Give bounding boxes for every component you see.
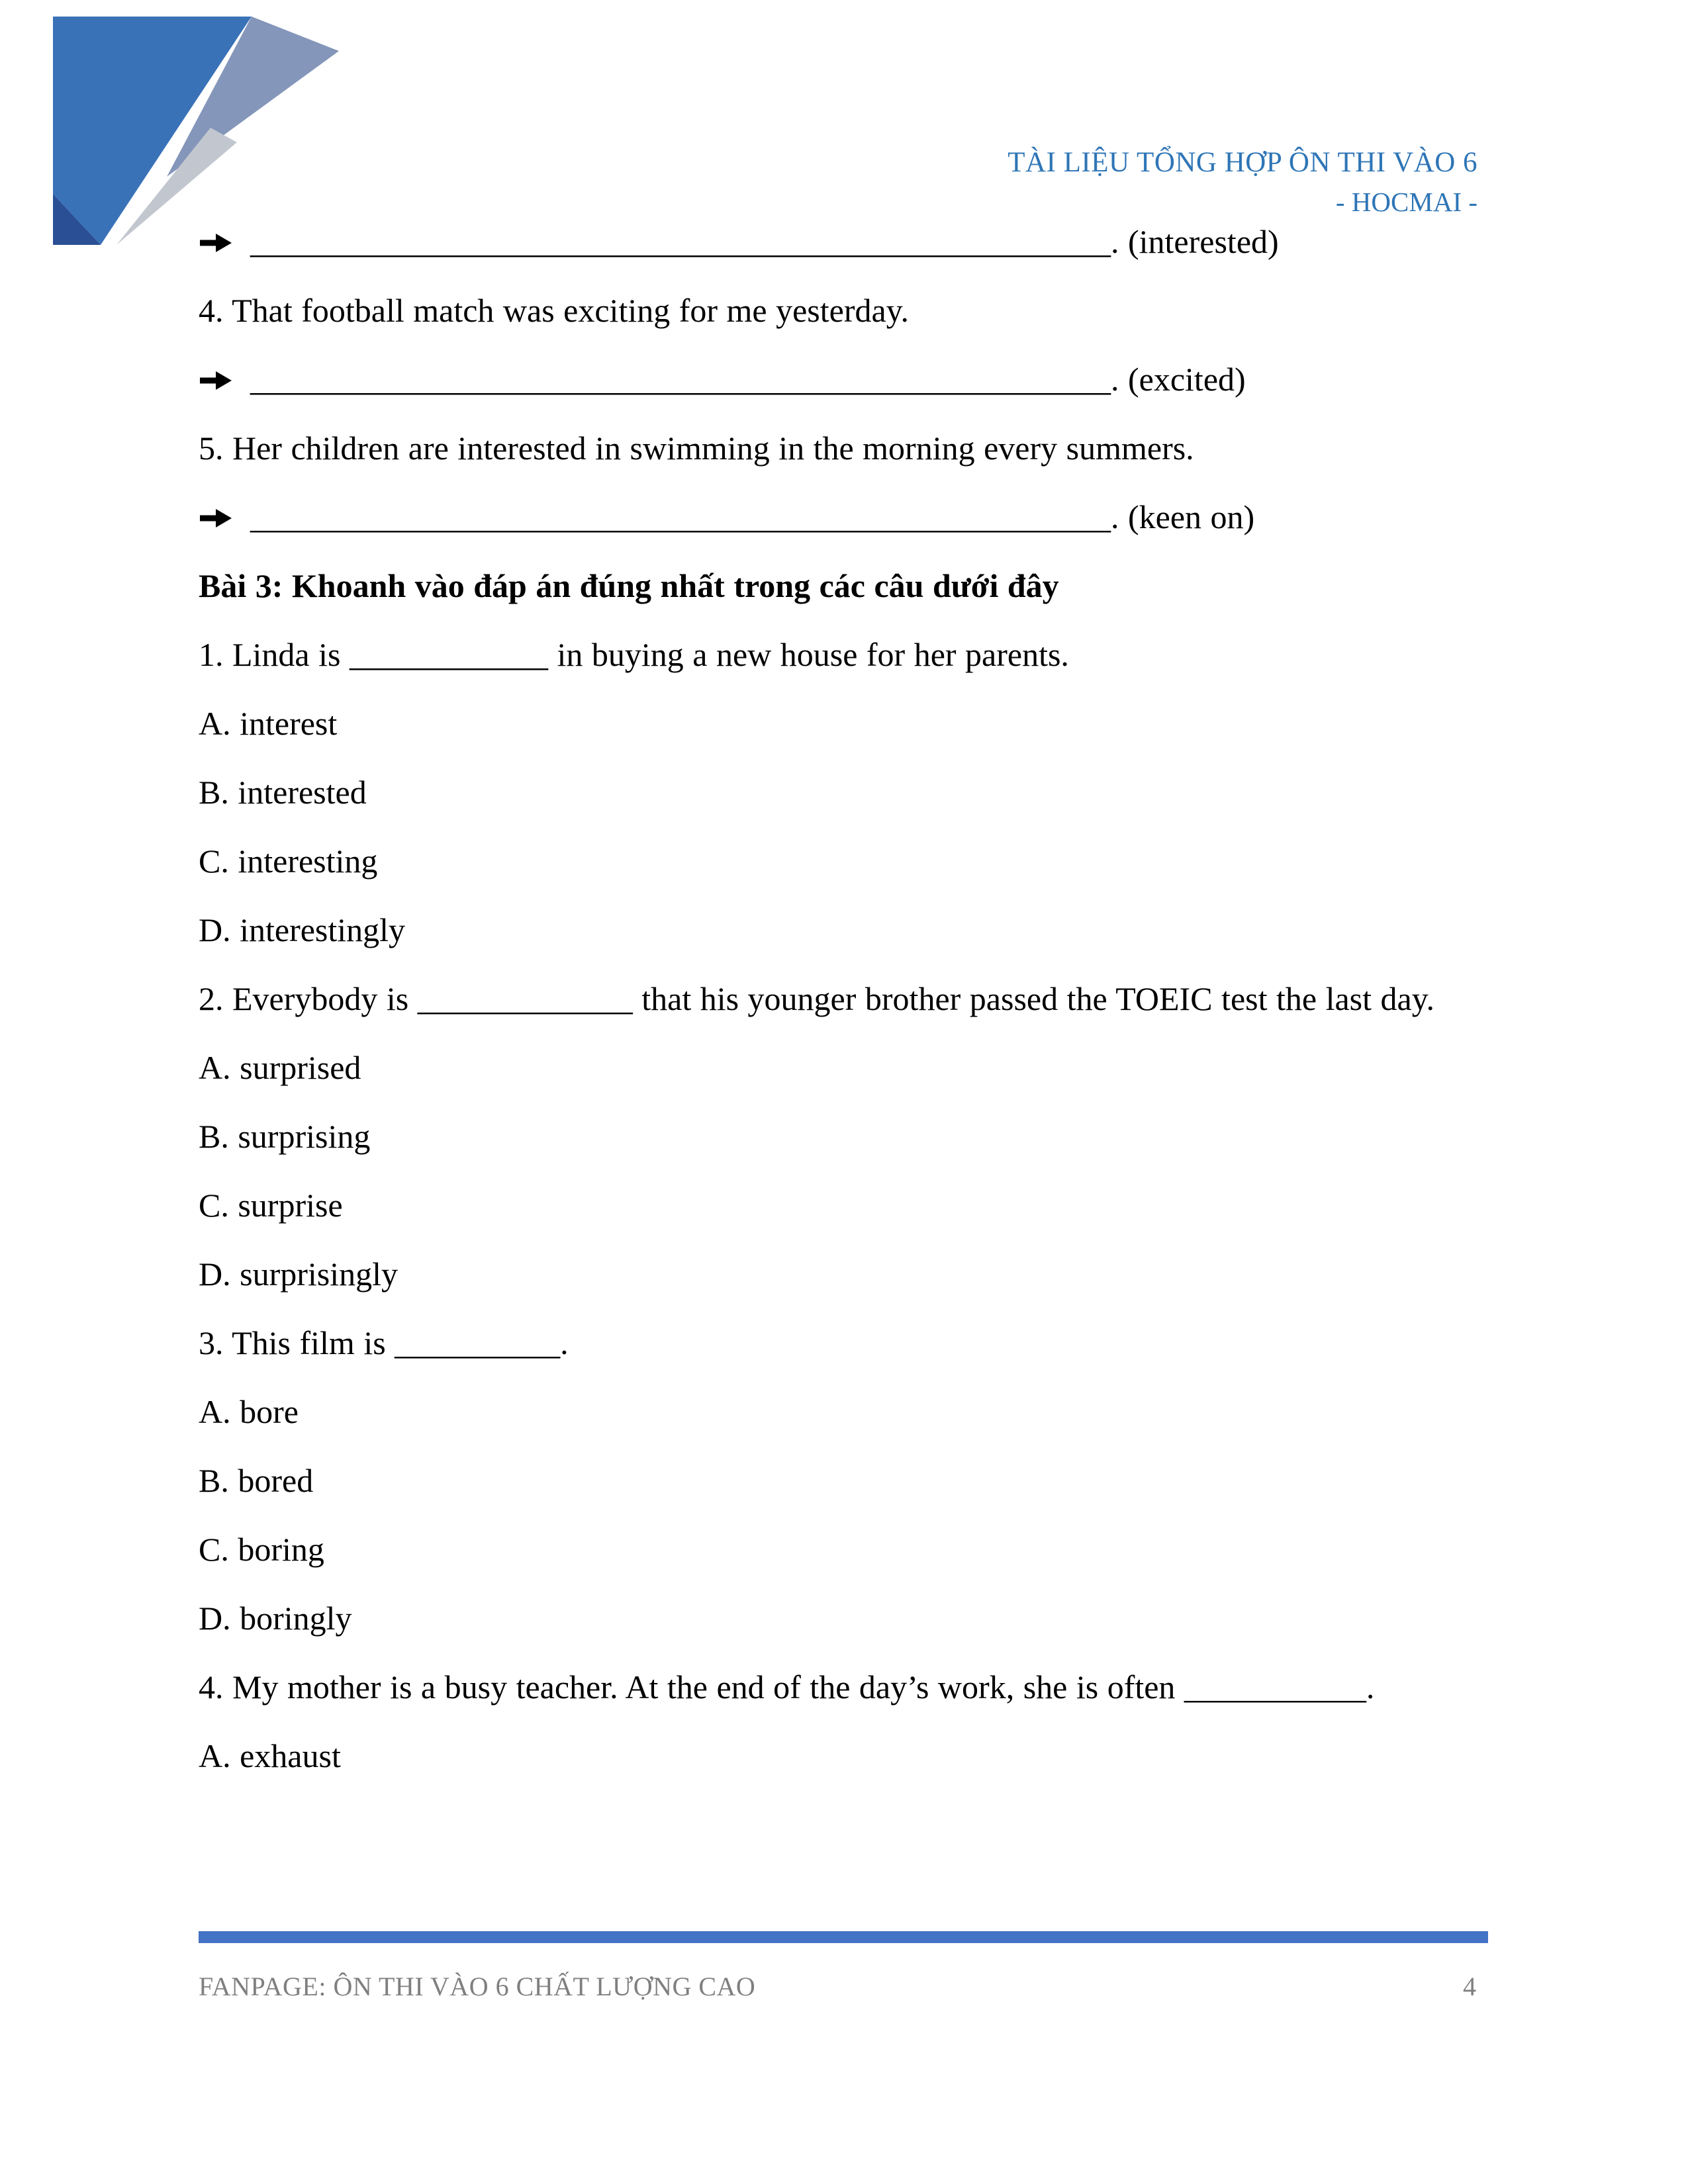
text-line: A. interest	[199, 705, 338, 742]
text-line: B. surprising	[199, 1118, 371, 1155]
text-line: C. surprise	[199, 1187, 343, 1224]
page-header	[1008, 146, 1477, 218]
text-line: C. interesting	[199, 842, 378, 880]
document-body	[199, 218, 1493, 1801]
text-line: C. boring	[199, 1531, 324, 1568]
text-line: B. bored	[199, 1462, 314, 1499]
text-line: 4. My mother is a busy teacher. At the end of the day’s work, she is often ___________.	[199, 1668, 1375, 1706]
answer-line	[199, 218, 1279, 265]
text-line: A. exhaust	[199, 1737, 341, 1774]
header-title: TÀI LIỆU TỔNG HỢP ÔN THI VÀO 6	[1008, 147, 1477, 178]
section-heading: Bài 3: Khoanh vào đáp án đúng nhất trong các câu dưới đây	[199, 567, 1059, 604]
text-line: A. bore	[199, 1393, 299, 1430]
text-line: 3. This film is __________.	[199, 1324, 569, 1361]
text-line: 4. That football match was exciting for me yesterday.	[199, 292, 909, 329]
text-line: 5. Her children are interested in swimming in the morning every summers.	[199, 430, 1194, 467]
arrow-icon	[199, 507, 233, 529]
arrow-icon	[199, 369, 233, 392]
header-subtitle: - HOCMAI -	[1335, 187, 1477, 217]
answer-line-text: ____________________________________________________. (keen on)	[250, 498, 1255, 535]
text-line: A. surprised	[199, 1049, 361, 1086]
answer-line	[199, 494, 1254, 540]
footer-page-number: 4	[1463, 1972, 1476, 2001]
text-line: D. interestingly	[199, 911, 406, 948]
answer-line-text: ____________________________________________________. (excited)	[250, 361, 1246, 398]
footer-fanpage-text: FANPAGE: ÔN THI VÀO 6 CHẤT LƯỢNG CAO	[199, 1972, 756, 2001]
text-line: D. boringly	[199, 1600, 352, 1637]
text-line: 2. Everybody is _____________ that his younger brother passed the TOEIC test the last day.	[199, 980, 1434, 1017]
text-line: B. interested	[199, 774, 367, 811]
answer-line	[199, 356, 1246, 402]
text-line: 1. Linda is ____________ in buying a new house for her parents.	[199, 636, 1069, 673]
answer-line-text: ____________________________________________________. (interested)	[250, 223, 1279, 260]
footer-divider-bar	[199, 1931, 1488, 1943]
text-line: D. surprisingly	[199, 1255, 398, 1293]
arrow-icon	[199, 232, 233, 254]
